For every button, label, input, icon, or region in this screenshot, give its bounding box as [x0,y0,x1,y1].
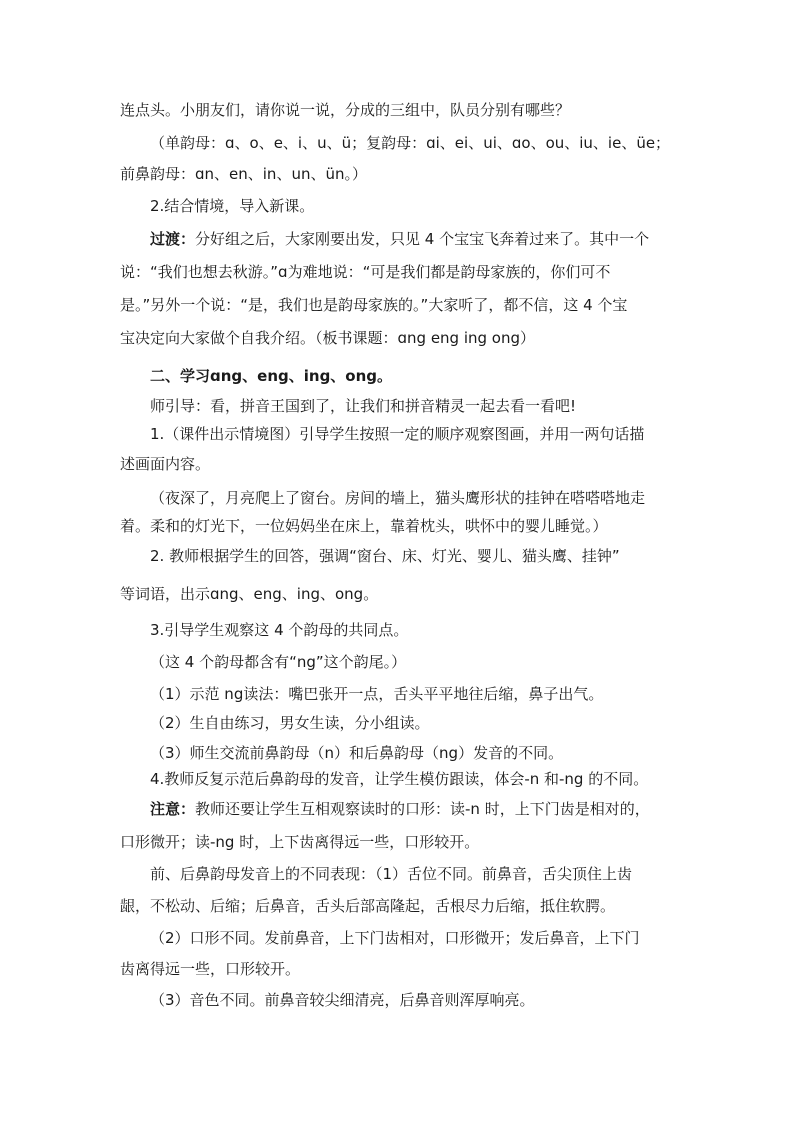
text-line: 3.引导学生观察这 4 个韵母的共同点。 [150,621,409,639]
text-line: 龈，不松动、后缩；后鼻音，舌头后部高隆起，舌根尽力后缩，抵住软腭。 [120,897,616,915]
text-line: 齿离得远一些，口形较开。 [120,960,301,978]
text-line: 注意：教师还要让学生互相观察读时的口形：读-n 时，上下门齿是相对的， [150,800,650,818]
text-line: （1）示范 ng读法：嘴巴张开一点，舌头平平地往后缩，鼻子出气。 [150,685,604,703]
text-line: （夜深了，月亮爬上了窗台。房间的墙上，猫头鹰形状的挂钟在嗒嗒嗒地走 [150,489,646,507]
text-line: 1.（课件出示情境图）引导学生按照一定的顺序观察图画，并用一两句话描 [150,425,645,443]
text-line: （2）口形不同。发前鼻音，上下门齿相对，口形微开；发后鼻音，上下门 [150,929,640,947]
text-line: 着。柔和的灯光下，一位妈妈坐在床上，靠着枕头，哄怀中的婴儿睡觉。） [120,517,608,535]
note-label: 注意： [150,800,196,818]
text-line: 述画面内容。 [120,455,211,473]
text-line: 宝决定向大家做个自我介绍。（板书课题：ɑng eng ing ong） [120,329,536,347]
text-line: 等词语，出示ɑng、eng、ing、ong。 [120,585,379,603]
text-line: （3）音色不同。前鼻音较尖细清亮，后鼻音则浑厚响亮。 [150,991,535,1009]
text-line: （3）师生交流前鼻韵母（n）和后鼻韵母（ng）发音的不同。 [150,744,564,762]
text-line: 4.教师反复示范后鼻韵母的发音，让学生模仿跟读，体会-n 和-ng 的不同。 [150,770,649,788]
transition-label: 过渡： [150,230,196,248]
text-line: 口形微开；读-ng 时，上下齿离得远一些，口形较开。 [120,833,480,851]
text-line: 说：“我们也想去秋游。”ɑ为难地说：“可是我们都是韵母家族的，你们可不 [120,263,611,281]
section-heading: 二、学习ɑng、eng、ing、ong。 [150,367,393,385]
text-line: 2. 教师根据学生的回答，强调“窗台、床、灯光、婴儿、猫头鹰、挂钟” [150,547,620,565]
text-line: 前鼻韵母：ɑn、en、in、un、ün。） [120,165,367,183]
text-line: （2）生自由练习，男女生读，分小组读。 [150,714,430,732]
text-line: 连点头。小朋友们，请你说一说，分成的三组中，队员分别有哪些？ [120,101,571,119]
text-line: 是。”另外一个说：“是，我们也是韵母家族的。”大家听了，都不信，这 4 个宝 [120,296,628,314]
text-line: 前、后鼻韵母发音上的不同表现：（1）舌位不同。前鼻音，舌尖顶住上齿 [150,865,633,883]
text-line: 2.结合情境，导入新课。 [150,197,315,215]
text-line: 过渡：分好组之后，大家刚要出发，只见 4 个宝宝飞奔着过来了。其中一个 [150,230,650,248]
text-line: 师引导：看，拼音王国到了，让我们和拼音精灵一起去看一看吧! [150,397,577,415]
text-line: （单韵母：ɑ、o、e、i、u、ü；复韵母：ɑi、ei、ui、ɑo、ou、iu、ie、üe； [150,134,671,152]
text-line: （这 4 个韵母都含有“ng”这个韵尾。） [150,653,407,671]
